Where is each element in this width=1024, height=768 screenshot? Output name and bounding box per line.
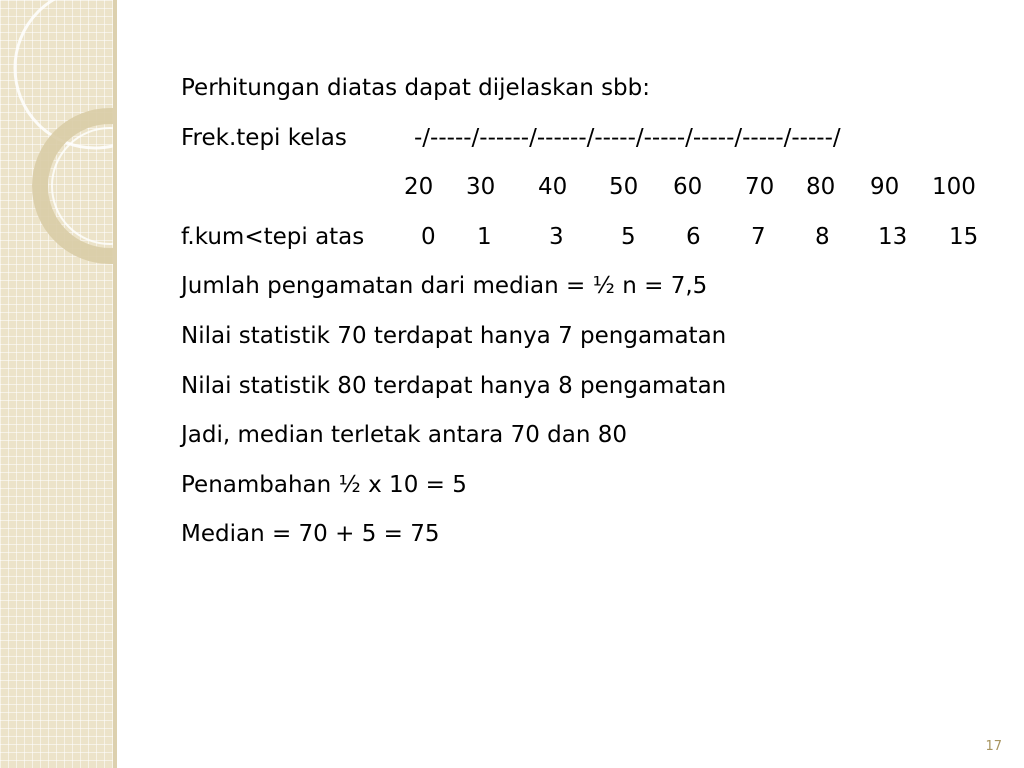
text-line-addition: Penambahan ½ x 10 = 5 bbox=[181, 471, 467, 498]
cumulative-value: 13 bbox=[878, 223, 908, 250]
cumulative-value: 6 bbox=[686, 223, 701, 250]
boundary-value: 90 bbox=[870, 174, 900, 201]
text-line-statistic-70: Nilai statistik 70 terdapat hanya 7 pengamatan bbox=[181, 322, 727, 349]
page-number: 17 bbox=[985, 739, 1002, 754]
cumulative-frequency-label: f.kum<tepi atas bbox=[181, 223, 365, 250]
cumulative-value: 15 bbox=[949, 223, 979, 250]
sidebar-edge bbox=[113, 0, 117, 768]
boundary-value: 20 bbox=[404, 174, 434, 201]
class-boundary-row bbox=[181, 116, 991, 166]
cumulative-value: 7 bbox=[751, 223, 766, 250]
cumulative-value: 0 bbox=[421, 223, 436, 250]
cumulative-value: 8 bbox=[815, 223, 830, 250]
text-line-median-position: Jumlah pengamatan dari median = ½ n = 7,5 bbox=[181, 273, 708, 300]
cumulative-value: 1 bbox=[477, 223, 492, 250]
boundary-value: 60 bbox=[673, 174, 703, 201]
decorative-sidebar bbox=[0, 0, 113, 768]
class-boundary-dashes: -/-----/------/------/-----/-----/-----/-----/-----/ bbox=[414, 124, 841, 151]
boundary-value: 30 bbox=[466, 174, 496, 201]
boundary-value: 40 bbox=[538, 174, 568, 201]
boundary-value: 70 bbox=[745, 174, 775, 201]
boundary-value: 80 bbox=[806, 174, 836, 201]
decorative-circles bbox=[0, 0, 113, 768]
cumulative-frequency-row bbox=[181, 215, 991, 265]
class-boundary-label: Frek.tepi kelas bbox=[181, 124, 347, 151]
class-boundary-values-row bbox=[181, 165, 991, 215]
cumulative-value: 3 bbox=[549, 223, 564, 250]
slide-content bbox=[181, 66, 991, 562]
text-line-median-result: Median = 70 + 5 = 75 bbox=[181, 521, 440, 548]
text-line-intro: Perhitungan diatas dapat dijelaskan sbb: bbox=[181, 75, 651, 101]
text-line-median-between: Jadi, median terletak antara 70 dan 80 bbox=[181, 422, 627, 449]
cumulative-value: 5 bbox=[621, 223, 636, 250]
boundary-value: 100 bbox=[932, 174, 976, 201]
boundary-value: 50 bbox=[609, 174, 639, 201]
text-line-statistic-80: Nilai statistik 80 terdapat hanya 8 pengamatan bbox=[181, 372, 727, 399]
